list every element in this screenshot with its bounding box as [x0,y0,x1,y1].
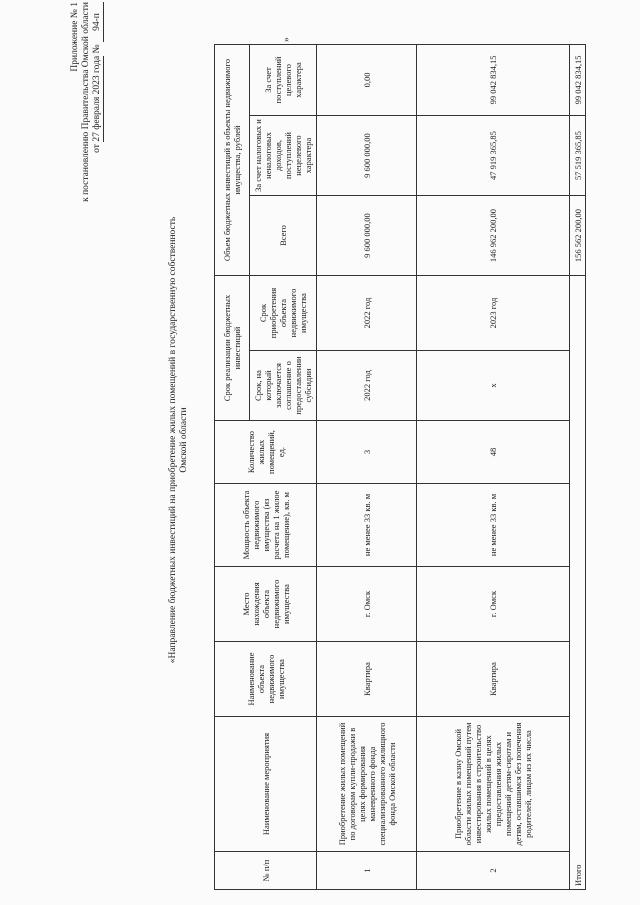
header-event: Наименование мероприятия [215,717,317,852]
document-title [168,30,190,850]
header-period-group: Срок реализации бюджетных инвестиций [215,276,250,421]
from-label: от [92,144,102,153]
row-volume-nontarget: 9 600 000,00 [317,116,417,196]
header-location: Место нахождения объекта недвижимого имущества [215,567,317,642]
row-period-acquisition: 2023 год [417,276,570,351]
row-event: Приобретение жилых помещений по договорам купли-продажи в целях формирования маневренного фонда специализированного жилищного фонда Омской области [317,717,417,852]
table-row [317,44,417,889]
row-object-name: Квартира [417,642,570,717]
row-object-name: Квартира [317,642,417,717]
row-quantity: 48 [417,421,570,484]
header-period-agreement: Срок, на который заключается соглашение о предоставлении субсидии [250,351,317,421]
title-line1: «Направление бюджетных инвестиций на приобретение жилых помещений в государственную собственность [168,216,178,664]
total-label: Итого [570,276,586,890]
closing-quote: » [282,37,292,42]
number-label: № [92,44,102,54]
row-volume-total: 146 962 200,00 [417,196,570,276]
header-volume-nontarget: За счет налоговых и неналоговых доходов, поступлений нецелевого характера [250,116,317,196]
decree-number: 94-п [92,2,104,42]
header-capacity: Мощность объекта недвижимого имущества (из расчета на 1 жилое помещение), кв. м [215,484,317,567]
total-volume-total: 156 562 200,00 [570,196,586,276]
investment-table [214,44,586,890]
row-volume-total: 9 600 000,00 [317,196,417,276]
title-line2: Омской области [179,407,189,473]
header-row [215,44,250,889]
row-event: Приобретение в казну Омской области жилых помещений путем инвестирования в строительство жилых помещений в целях предоставления жилых помещений детям-сиротам и детям, оставшимся без попечения родителей, лицам из их числа [417,717,570,852]
row-quantity: 3 [317,421,417,484]
row-volume-target: 0,00 [317,44,417,115]
header-volume-target: За счет поступлений целевого характера [250,44,317,115]
header-object-name: Наименование объекта недвижимого имущества [215,642,317,717]
decree-date: 27 февраля 2023 года [92,55,102,142]
row-location: г. Омск [317,567,417,642]
header-num: № п/п [215,852,317,890]
total-row [570,44,586,889]
row-volume-target: 99 042 834,15 [417,44,570,115]
table-row [417,44,570,889]
total-volume-nontarget: 57 519 365,85 [570,116,586,196]
appendix-line1: Приложение № 1 [70,2,80,72]
row-period-agreement: х [417,351,570,421]
appendix-header [70,2,104,202]
row-capacity: не менее 33 кв. м [317,484,417,567]
appendix-line2: к постановлению Правительства Омской области [81,2,91,202]
row-num: 2 [417,852,570,890]
row-period-acquisition: 2022 год [317,276,417,351]
header-period-acquisition: Срок приобретения объекта недвижимого имущества [250,276,317,351]
row-num: 1 [317,852,417,890]
header-quantity: Количество жилых помещений, ед. [215,421,317,484]
total-volume-target: 99 042 834,15 [570,44,586,115]
row-location: г. Омск [417,567,570,642]
row-capacity: не менее 33 кв. м [417,484,570,567]
row-volume-nontarget: 47 919 365,85 [417,116,570,196]
appendix-date-line [92,2,104,202]
header-volume-group: Объем бюджетных инвестиций в объекты недвижимого имущества, рублей [215,44,250,275]
header-volume-total: Всего [250,196,317,276]
row-period-agreement: 2022 год [317,351,417,421]
